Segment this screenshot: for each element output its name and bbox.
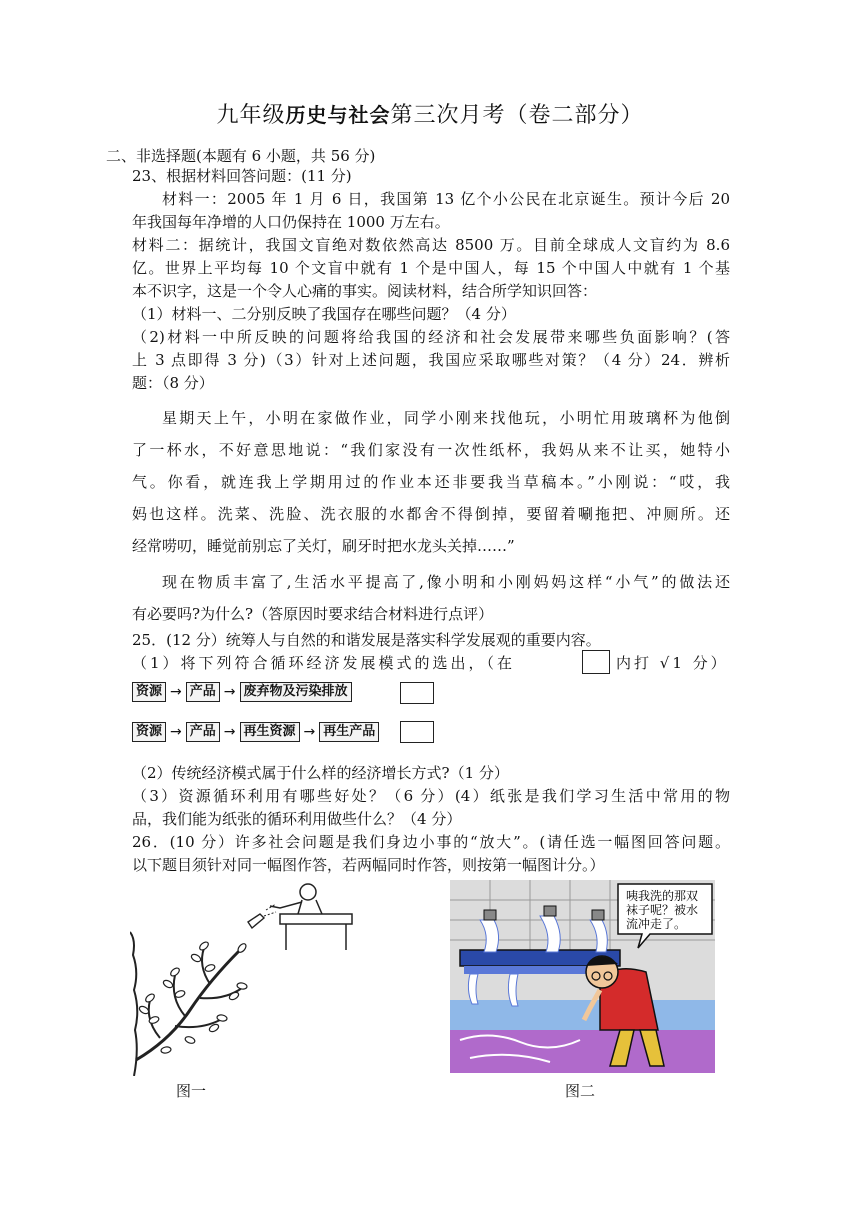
q24-para-5: 经常唠叨，睡觉前别忘了关灯，刷牙时把水龙头关掉……” [132,537,515,555]
figure-2-cartoon [450,880,715,1073]
q24-para-4: 妈也这样。洗菜、洗脸、洗衣服的水都舍不得倒掉，要留着唰拖把、冲厕所。还 [132,505,730,523]
q25-sub-2: （2）传统经济模式属于什么样的经济增长方式?（1 分） [132,764,509,782]
bubble-line-2: 袜子呢？被水 [626,903,699,917]
figure-2-drawing [450,880,715,1073]
answer-box-1[interactable] [400,682,434,704]
flow1-waste: 废弃物及污染排放 [240,682,352,702]
q24-para-6: 现在物质丰富了,生活水平提高了,像小明和小刚妈妈这样“小气”的做法还 [162,573,730,591]
q23-material-2: 材料二：据统计，我国文盲绝对数依然高达 8500 万。目前全球成人文盲约为 8.6 [132,236,730,254]
q26-heading: 26．(10 分）许多社会问题是我们身边小事的“放大”。(请任选一幅图回答问题。 [132,833,730,851]
q23-sub-2: （2)材料一中所反映的问题将给我国的经济和社会发展带来哪些负面影响？(答 [132,328,730,346]
page-title: 九年级历史与社会第三次月考（卷二部分） [216,103,644,128]
flow1-product: 产品 [186,682,220,702]
flow1-resource: 资源 [132,682,166,702]
figure-1-drawing [130,880,355,1076]
q23-material-1: 材料一：2005 年 1 月 6 日，我国第 13 亿个小公民在北京诞生。预计今后 20 [162,190,730,208]
answer-box-2[interactable] [400,721,434,743]
q24-para-7: 有必要吗?为什么?（答原因时要求结合材料进行点评） [132,605,494,623]
figure-1-cartoon [130,880,355,1076]
q24-label: 题：（8 分） [132,374,214,392]
q23-material-2-end: 本不识字，这是一个令人心痛的事实。阅读材料，结合所学知识回答： [132,282,598,300]
q25-sub-3: （3）资源循环利用有哪些好处？（6 分）(4）纸张是我们学习生活中常用的物 [132,787,730,805]
q26-instructions: 以下题目须针对同一幅图作答，若两幅同时作答，则按第一幅图计分。） [132,856,605,874]
q24-para-2: 了一杯水，不好意思地说：“我们家没有一次性纸杯，我妈从来不让买，她特小 [132,441,730,459]
q23-material-1-cont: 年我国每年净增的人口仍保持在 1000 万左右。 [132,213,450,231]
arrow-icon: → [223,684,236,700]
bubble-line-3: 流冲走了。 [626,917,687,931]
bubble-line-1: 咦我洗的那双 [626,889,699,903]
flowchart-circular [132,721,379,743]
arrow-icon: → [223,724,236,740]
figure-1-caption: 图一 [176,1082,207,1100]
q25-sub-4: 品，我们能为纸张的循环利用做些什么？（4 分） [132,810,462,828]
q24-para-1: 星期天上午，小明在家做作业，同学小刚来找他玩，小明忙用玻璃杯为他倒 [162,409,730,427]
q25-sub-1-end: 内打 √1 分） [616,654,729,672]
q24-para-3: 气。你看，就连我上学期用过的作业本还非要我当草稿本。”小刚说：“哎，我 [132,473,730,491]
legend-answer-box [582,650,610,674]
flowchart-linear [132,681,352,703]
q23-sub-3: 上 3 点即得 3 分)（3）针对上述问题，我国应采取哪些对策？（4 分）24．辨析 [132,351,730,369]
flow2-recycled-product: 再生产品 [319,722,379,742]
arrow-icon: → [303,724,316,740]
q23-heading: 23、根据材料回答问题：(11 分) [132,167,352,185]
q25-heading: 25．(12 分）统筹人与自然的和谐发展是落实科学发展观的重要内容。 [132,631,601,649]
flow2-resource: 资源 [132,722,166,742]
arrow-icon: → [170,684,182,700]
q25-sub-1: （1）将下列符合循环经济发展模式的选出，（在 [132,654,516,672]
q23-material-2-cont: 亿。世界上平均每 10 个文盲中就有 1 个是中国人，每 15 个中国人中就有 1 个基 [132,259,730,277]
flow2-recycled-resource: 再生资源 [240,722,300,742]
arrow-icon: → [170,724,182,740]
figure-2-caption: 图二 [565,1082,596,1100]
q23-sub-1: （1）材料一、二分别反映了我国存在哪些问题？（4 分） [132,305,516,323]
flow2-product: 产品 [186,722,220,742]
section-heading: 二、非选择题(本题有 6 小题，共 56 分) [106,147,376,165]
